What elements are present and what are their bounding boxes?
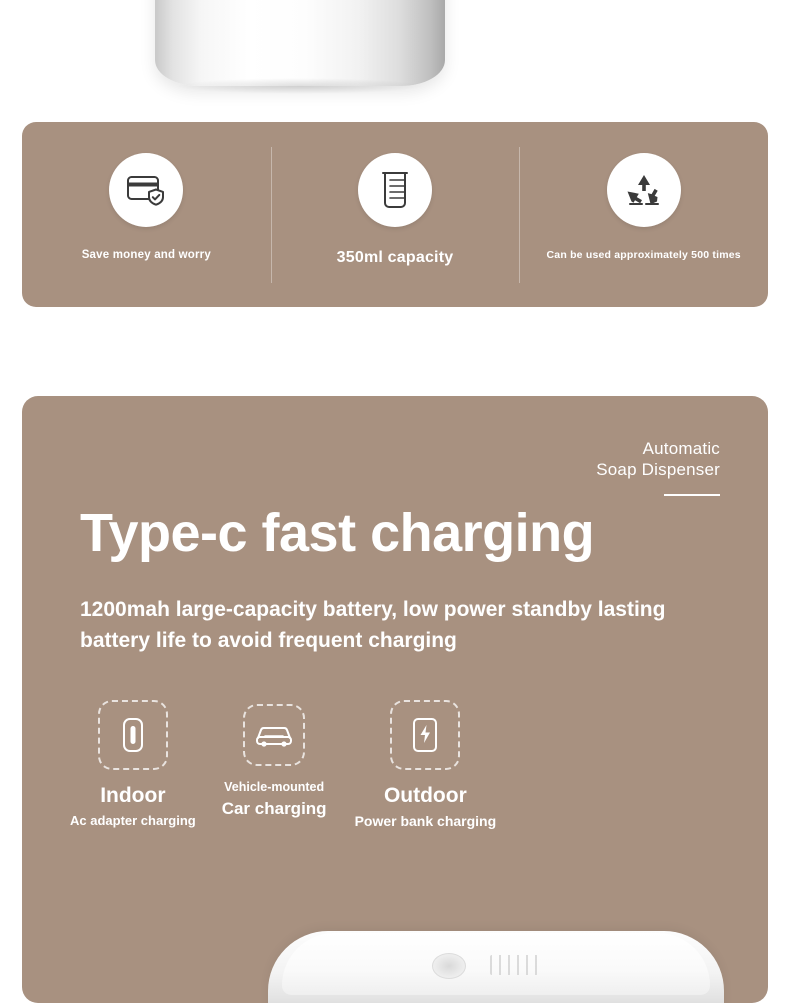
charging-mode-sub: Power bank charging bbox=[354, 813, 497, 829]
charging-mode-title: Outdoor bbox=[383, 784, 467, 807]
brand-divider bbox=[664, 494, 720, 496]
charging-mode-vehicle bbox=[222, 700, 327, 819]
brand-block bbox=[596, 438, 720, 496]
feature-item-save-money bbox=[22, 145, 271, 285]
product-cylinder-body bbox=[155, 0, 445, 86]
top-product-image bbox=[0, 0, 790, 112]
feature-item-capacity bbox=[271, 145, 520, 285]
charging-mode-title: Indoor bbox=[100, 784, 166, 807]
beaker-icon bbox=[358, 153, 432, 227]
feature-label: Save money and worry bbox=[81, 248, 211, 261]
dispenser-sensor bbox=[432, 953, 466, 979]
charging-mode-outdoor bbox=[355, 700, 497, 829]
brand-line-1: Automatic bbox=[642, 439, 720, 458]
charging-subline: 1200mah large-capacity battery, low power standby lasting battery life to avoid frequent charging bbox=[80, 598, 666, 652]
feature-row bbox=[22, 122, 768, 307]
charging-mode-sub: Ac adapter charging bbox=[70, 813, 196, 828]
charging-mode-indoor bbox=[70, 700, 196, 828]
feature-label: 350ml capacity bbox=[336, 248, 454, 266]
charging-mode-title: Vehicle-mounted bbox=[224, 780, 325, 794]
charging-mode-sub: Car charging bbox=[221, 799, 327, 818]
feature-label: Can be used approximately 500 times bbox=[546, 248, 741, 261]
product-shadow bbox=[175, 78, 425, 94]
card-shield-icon bbox=[109, 153, 183, 227]
dispenser-vent-grill bbox=[490, 955, 538, 975]
feature-panel bbox=[22, 122, 768, 307]
bottom-dispenser-image bbox=[268, 915, 724, 1003]
ac-adapter-icon bbox=[98, 700, 168, 770]
feature-item-reusable bbox=[519, 145, 768, 285]
recycle-icon bbox=[607, 153, 681, 227]
charging-headline: Type-c fast charging bbox=[80, 503, 595, 563]
charging-panel bbox=[22, 396, 768, 1003]
charging-modes bbox=[70, 700, 496, 829]
brand-line-2: Soap Dispenser bbox=[596, 460, 720, 479]
car-icon bbox=[243, 704, 305, 766]
power-bank-icon bbox=[390, 700, 460, 770]
